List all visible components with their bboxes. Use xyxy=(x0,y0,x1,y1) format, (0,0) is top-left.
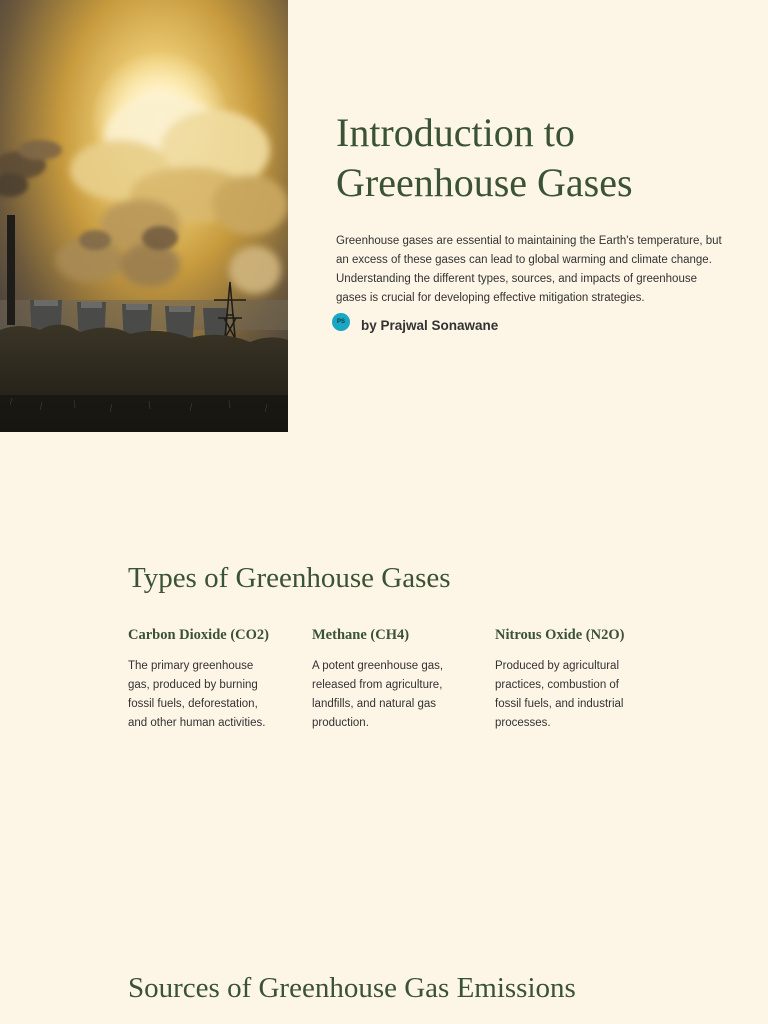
gas-description: Produced by agricultural practices, combustion of fossil fuels, and industrial processes. xyxy=(495,660,624,729)
gas-description: The primary greenhouse gas, produced by burning fossil fuels, deforestation, and other human activities. xyxy=(128,660,266,729)
industrial-smokestacks-sunset-image xyxy=(0,0,288,432)
gas-name: Nitrous Oxide (N2O) xyxy=(495,627,625,643)
page-title xyxy=(336,108,736,208)
avatar: PS xyxy=(332,313,350,331)
gas-card-n2o xyxy=(495,626,645,733)
gas-name: Carbon Dioxide (CO2) xyxy=(128,627,269,643)
hero-image xyxy=(0,0,288,432)
author-name: by Prajwal Sonawane xyxy=(361,318,499,333)
gas-description: A potent greenhouse gas, released from agriculture, landfills, and natural gas production. xyxy=(312,660,444,729)
page-title-line-2: Greenhouse Gases xyxy=(336,160,633,205)
page-title-line-1: Introduction to xyxy=(336,110,575,155)
types-section-title: Types of Greenhouse Gases xyxy=(128,562,451,594)
gas-name: Methane (CH4) xyxy=(312,627,410,643)
gas-card-ch4 xyxy=(312,626,462,733)
gas-types-grid xyxy=(128,626,688,746)
sources-section-title: Sources of Greenhouse Gas Emissions xyxy=(128,972,576,1004)
gas-card-co2 xyxy=(128,626,278,733)
hero-text-block xyxy=(336,108,736,308)
intro-paragraph: Greenhouse gases are essential to maintaining the Earth's temperature, but an excess of these gases can lead to global warming and climate change. Understanding the different types, sources, and impacts of greenhouse gases is crucial for developing effective mitigation strategies. xyxy=(336,235,722,304)
author-byline xyxy=(332,311,498,333)
